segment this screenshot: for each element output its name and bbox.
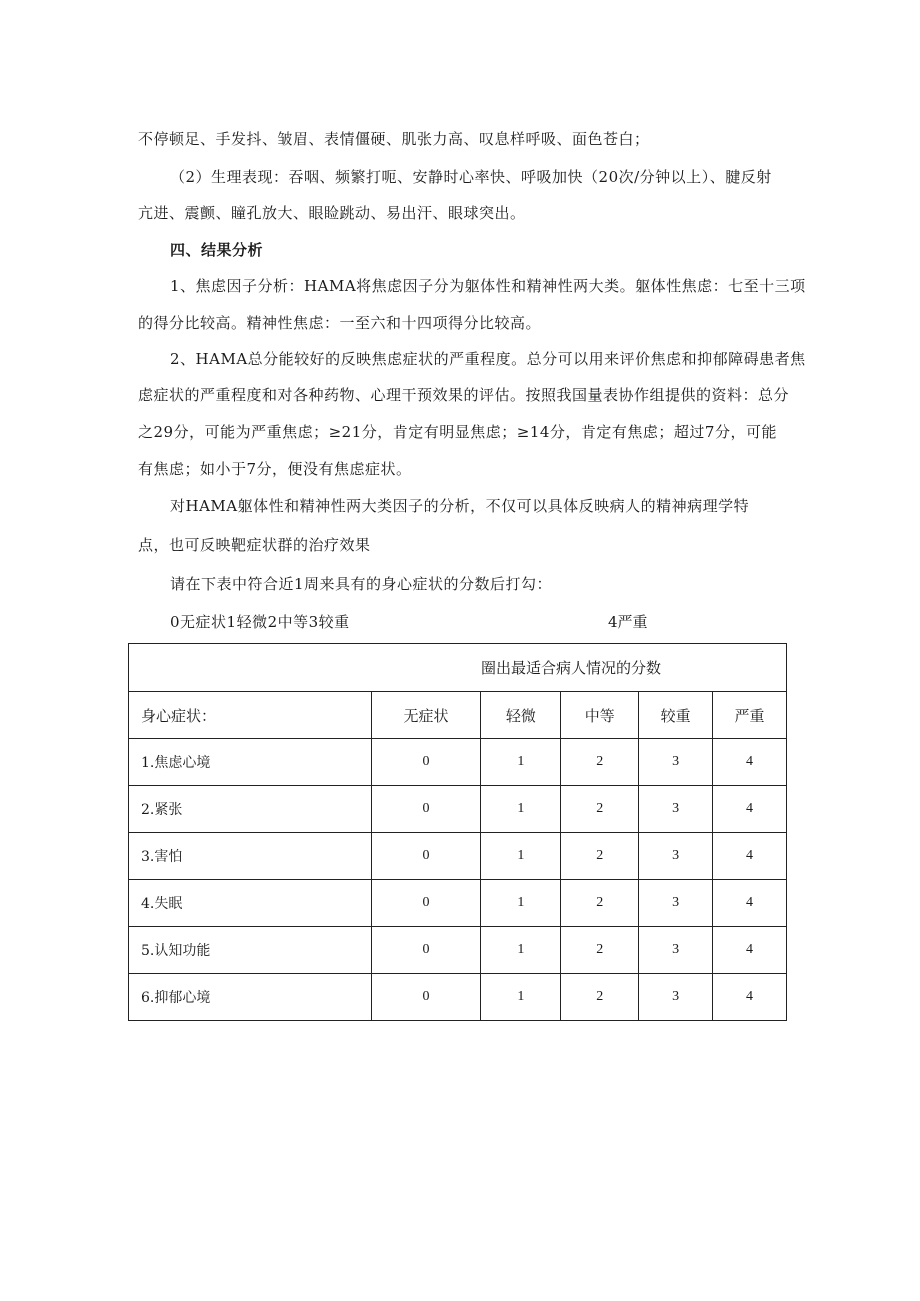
score-legend-right: 4严重 <box>608 613 648 631</box>
header-mild: 轻微 <box>481 692 561 739</box>
score-option[interactable]: 4 <box>713 739 787 786</box>
score-option[interactable]: 1 <box>481 880 561 927</box>
table-row <box>129 786 787 833</box>
table-title: 圈出最适合病人情况的分数 <box>129 644 787 692</box>
paragraph-line: 的得分比较高。精神性焦虑：一至六和十四项得分比较高。 <box>138 314 542 332</box>
header-symptom: 身心症状： <box>129 692 372 739</box>
score-option[interactable]: 2 <box>561 833 639 880</box>
score-option[interactable]: 2 <box>561 739 639 786</box>
score-legend-left: 0无症状1轻微2中等3较重 <box>170 613 350 631</box>
score-option[interactable]: 1 <box>481 974 561 1021</box>
symptom-label: 3.害怕 <box>129 833 372 880</box>
score-option[interactable]: 2 <box>561 927 639 974</box>
score-option[interactable]: 1 <box>481 927 561 974</box>
score-option[interactable]: 3 <box>639 786 713 833</box>
paragraph-line: 对HAMA躯体性和精神性两大类因子的分析，不仅可以具体反映病人的精神病理学特 <box>170 497 750 515</box>
header-moderate: 中等 <box>561 692 639 739</box>
section-heading: 四、结果分析 <box>170 241 264 259</box>
symptom-label: 2.紧张 <box>129 786 372 833</box>
score-option[interactable]: 1 <box>481 739 561 786</box>
score-option[interactable]: 2 <box>561 880 639 927</box>
score-option[interactable]: 2 <box>561 974 639 1021</box>
paragraph-line: 2、HAMA总分能较好的反映焦虑症状的严重程度。总分可以用来评价焦虑和抑郁障碍患者焦 <box>170 350 806 368</box>
score-option[interactable]: 3 <box>639 833 713 880</box>
symptom-label: 5.认知功能 <box>129 927 372 974</box>
score-option[interactable]: 4 <box>713 786 787 833</box>
paragraph-line: （2）生理表现：吞咽、频繁打呃、安静时心率快、呼吸加快（20次/分钟以上）、腱反射 <box>170 168 772 186</box>
header-severe: 较重 <box>639 692 713 739</box>
score-option[interactable]: 4 <box>713 880 787 927</box>
score-option[interactable]: 0 <box>371 927 481 974</box>
table-row <box>129 927 787 974</box>
paragraph-line: 1、焦虑因子分析：HAMA将焦虑因子分为躯体性和精神性两大类。躯体性焦虑：七至十三项 <box>170 277 806 295</box>
symptom-label: 1.焦虑心境 <box>129 739 372 786</box>
score-option[interactable]: 0 <box>371 739 481 786</box>
paragraph-line: 虑症状的严重程度和对各种药物、心理干预效果的评估。按照我国量表协作组提供的资料：总分 <box>138 386 790 404</box>
score-option[interactable]: 4 <box>713 927 787 974</box>
score-option[interactable]: 4 <box>713 833 787 880</box>
header-very-severe: 严重 <box>713 692 787 739</box>
table-header-row <box>129 692 787 739</box>
table-row <box>129 833 787 880</box>
score-option[interactable]: 3 <box>639 927 713 974</box>
score-option[interactable]: 1 <box>481 833 561 880</box>
paragraph-line: 亢进、震颤、瞳孔放大、眼睑跳动、易出汗、眼球突出。 <box>138 204 526 222</box>
score-option[interactable]: 2 <box>561 786 639 833</box>
score-option[interactable]: 4 <box>713 974 787 1021</box>
table-row <box>129 974 787 1021</box>
score-option[interactable]: 0 <box>371 974 481 1021</box>
paragraph-line: 之29分，可能为严重焦虑；≥21分，肯定有明显焦虑；≥14分，肯定有焦虑；超过7分，可能 <box>138 423 777 441</box>
score-option[interactable]: 1 <box>481 786 561 833</box>
header-none: 无症状 <box>371 692 481 739</box>
paragraph-line: 点，也可反映靶症状群的治疗效果 <box>138 536 371 554</box>
instruction-line: 请在下表中符合近1周来具有的身心症状的分数后打勾： <box>170 575 553 593</box>
score-option[interactable]: 0 <box>371 833 481 880</box>
hama-score-table <box>128 643 787 1021</box>
score-option[interactable]: 0 <box>371 786 481 833</box>
score-option[interactable]: 3 <box>639 739 713 786</box>
score-option[interactable]: 3 <box>639 880 713 927</box>
score-option[interactable]: 0 <box>371 880 481 927</box>
symptom-label: 4.失眠 <box>129 880 372 927</box>
symptom-label: 6.抑郁心境 <box>129 974 372 1021</box>
table-title-row <box>129 644 787 692</box>
table-row <box>129 880 787 927</box>
table-row <box>129 739 787 786</box>
paragraph-line: 不停顿足、手发抖、皱眉、表情僵硬、肌张力高、叹息样呼吸、面色苍白； <box>138 130 650 148</box>
score-option[interactable]: 3 <box>639 974 713 1021</box>
paragraph-line: 有焦虑；如小于7分，便没有焦虑症状。 <box>138 460 412 478</box>
